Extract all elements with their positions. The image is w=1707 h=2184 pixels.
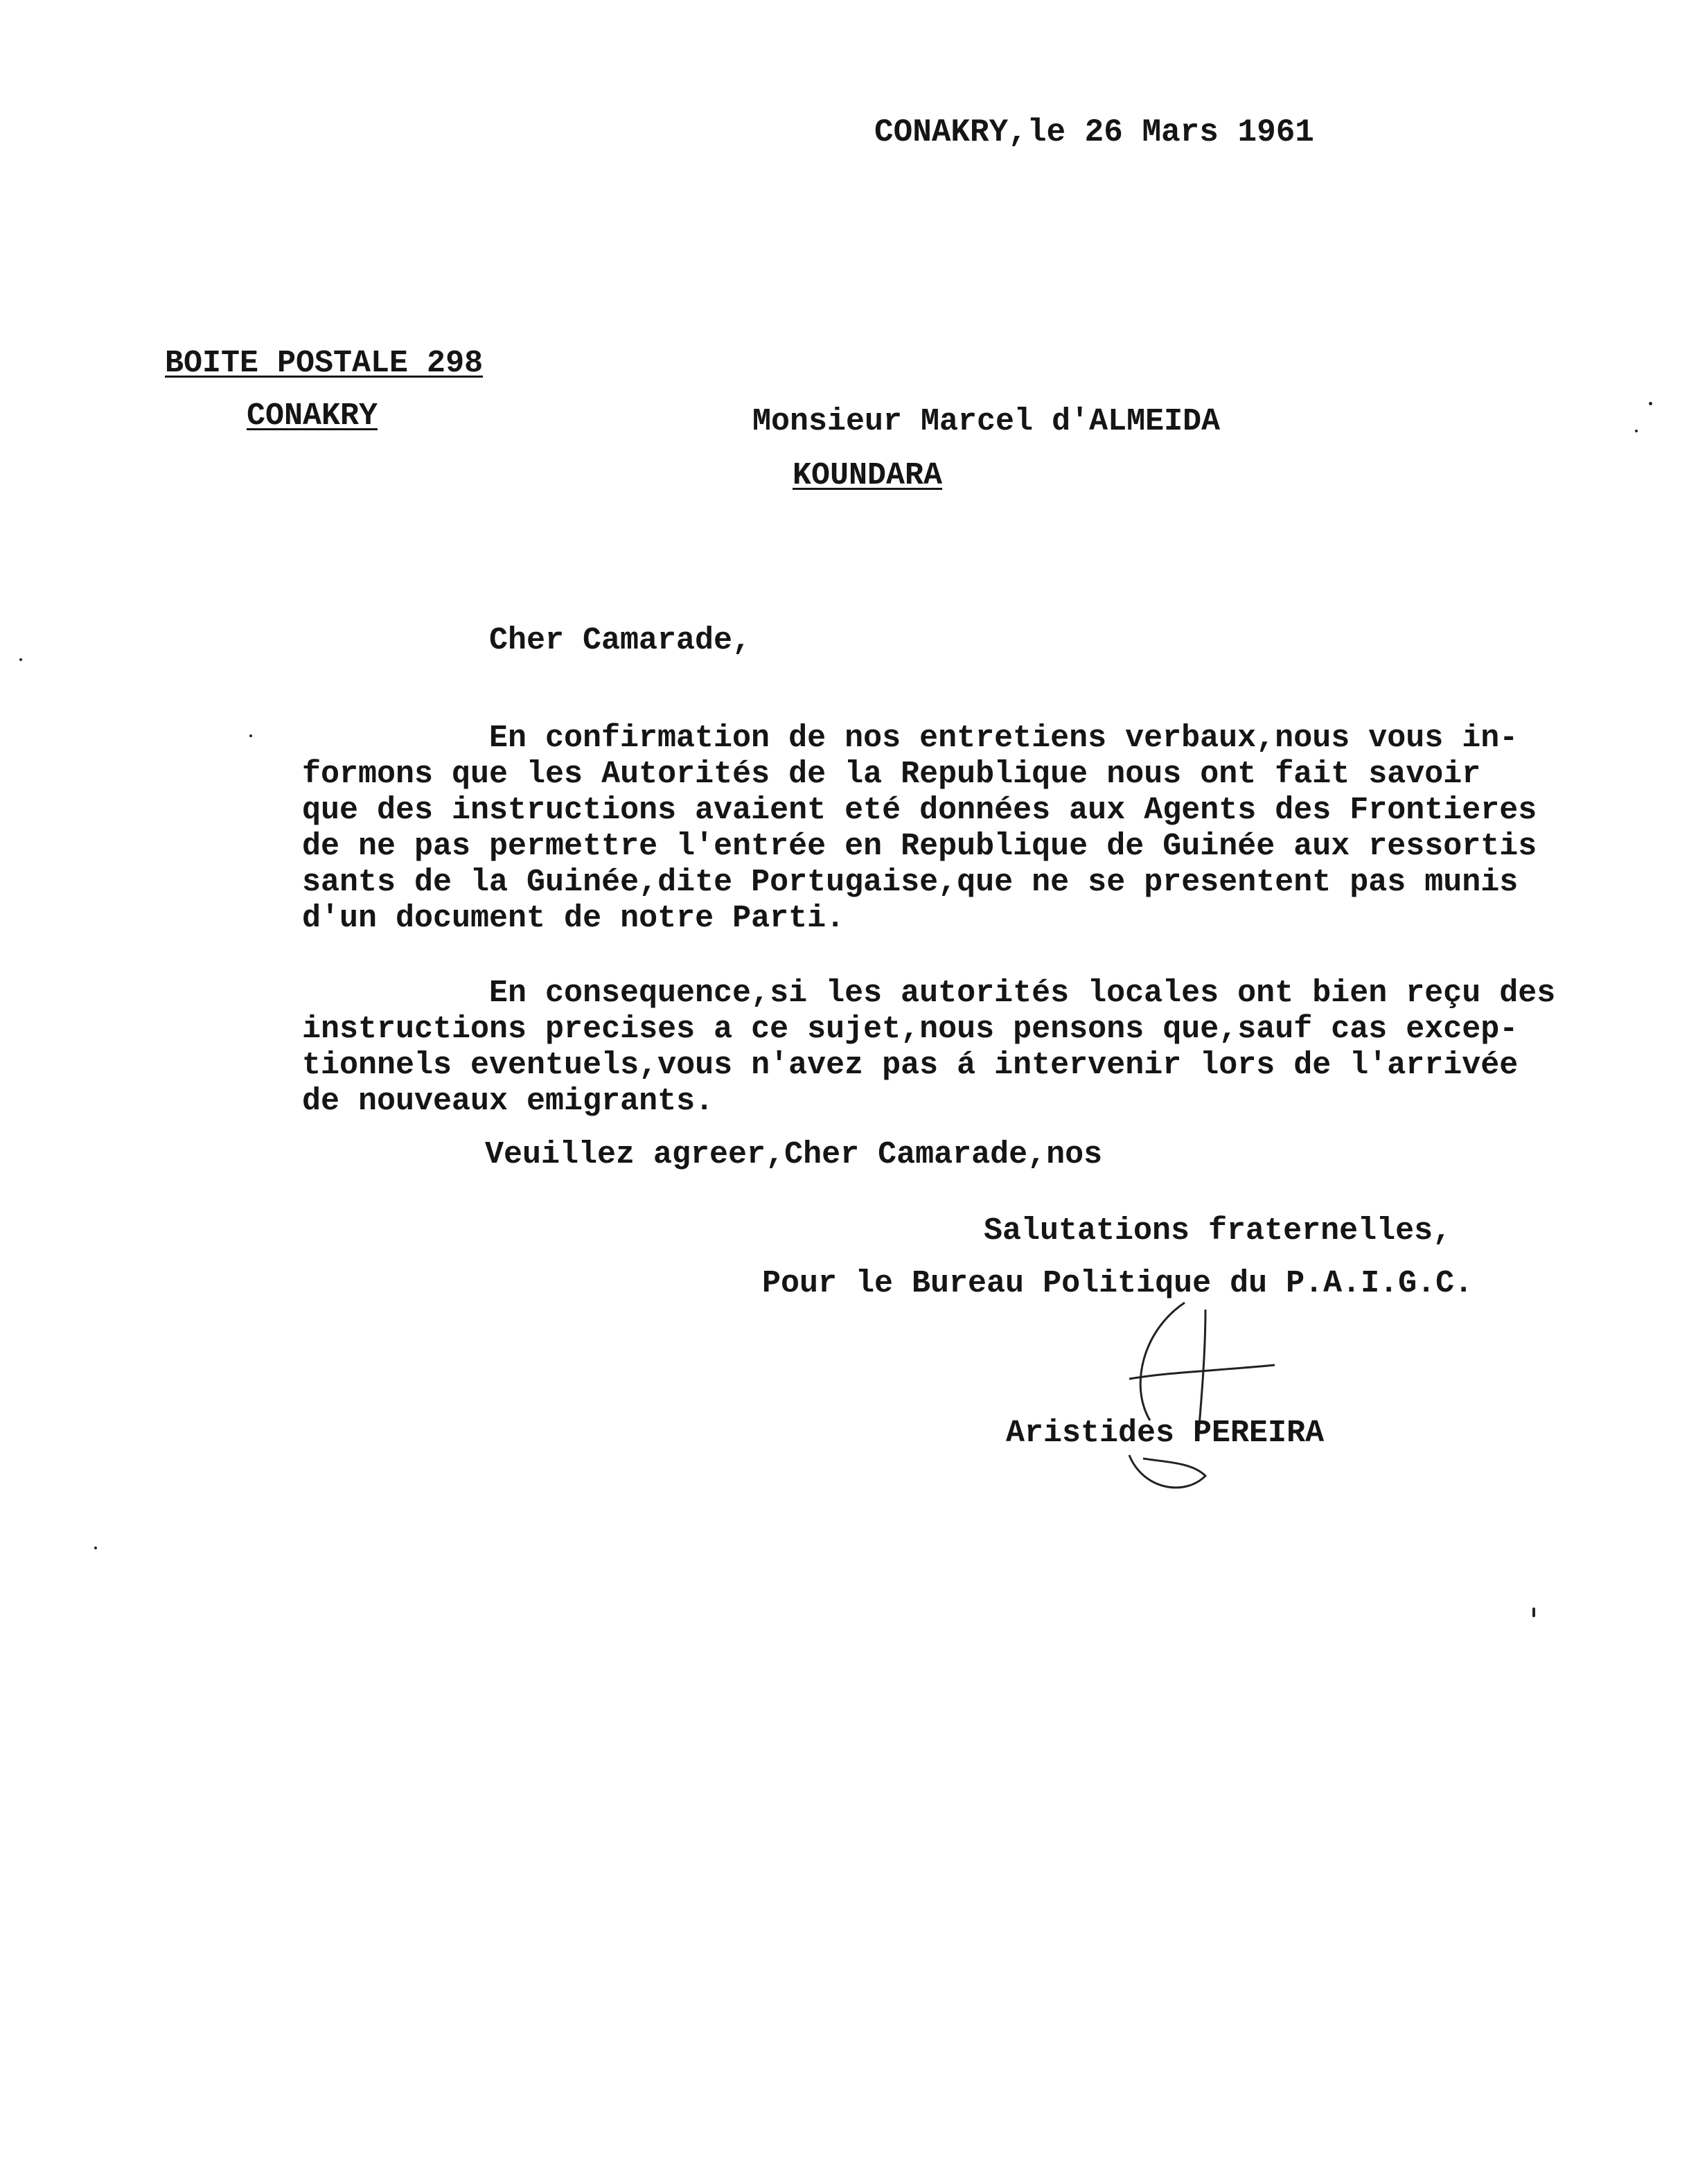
paragraph-line: de nouveaux emigrants. [302,1084,714,1119]
handwritten-signature [1102,1289,1309,1497]
closing-organization: Pour le Bureau Politique du P.A.I.G.C. [762,1266,1474,1301]
recipient-location: KOUNDARA [793,458,943,493]
sender-address-line-2: CONAKRY [247,398,378,434]
paragraph-line: formons que les Autorités de la Republique nous ont fait savoir [302,757,1481,792]
closing-salutations: Salutations fraternelles, [984,1213,1452,1249]
recipient-name: Monsieur Marcel d'ALMEIDA [752,404,1221,439]
signatory-name: Aristides PEREIRA [1006,1416,1325,1451]
paragraph-line: En consequence,si les autorités locales ont bien reçu des [489,976,1556,1011]
paper-speck [249,734,252,737]
paragraph-line: d'un document de notre Parti. [302,901,845,936]
paragraph-line: tionnels eventuels,vous n'avez pas á intervenir lors de l'arrivée [302,1048,1519,1083]
paragraph-line: de ne pas permettre l'entrée en Republique de Guinée aux ressortis [302,829,1537,864]
sender-address-line-1: BOITE POSTALE 298 [165,346,484,381]
paragraph-line: En confirmation de nos entretiens verbaux,nous vous in- [489,721,1519,756]
paragraph-line: sants de la Guinée,dite Portugaise,que ne se presentent pas munis [302,865,1519,900]
paper-speck [1532,1608,1535,1617]
date-line: CONAKRY,le 26 Mars 1961 [874,114,1314,150]
paper-speck [19,658,22,661]
body-paragraph-2 [302,976,1653,1120]
paragraph-line: instructions precises a ce sujet,nous pensons que,sauf cas excep- [302,1012,1519,1047]
paper-speck [1635,430,1638,432]
body-paragraph-1 [302,721,1653,937]
paper-speck [94,1547,97,1549]
salutation: Cher Camarade, [489,623,752,658]
paragraph-line: que des instructions avaient eté données aux Agents des Frontieres [302,793,1537,828]
paper-speck [1649,402,1652,405]
closing-formula: Veuillez agreer,Cher Camarade,nos [485,1137,1103,1172]
